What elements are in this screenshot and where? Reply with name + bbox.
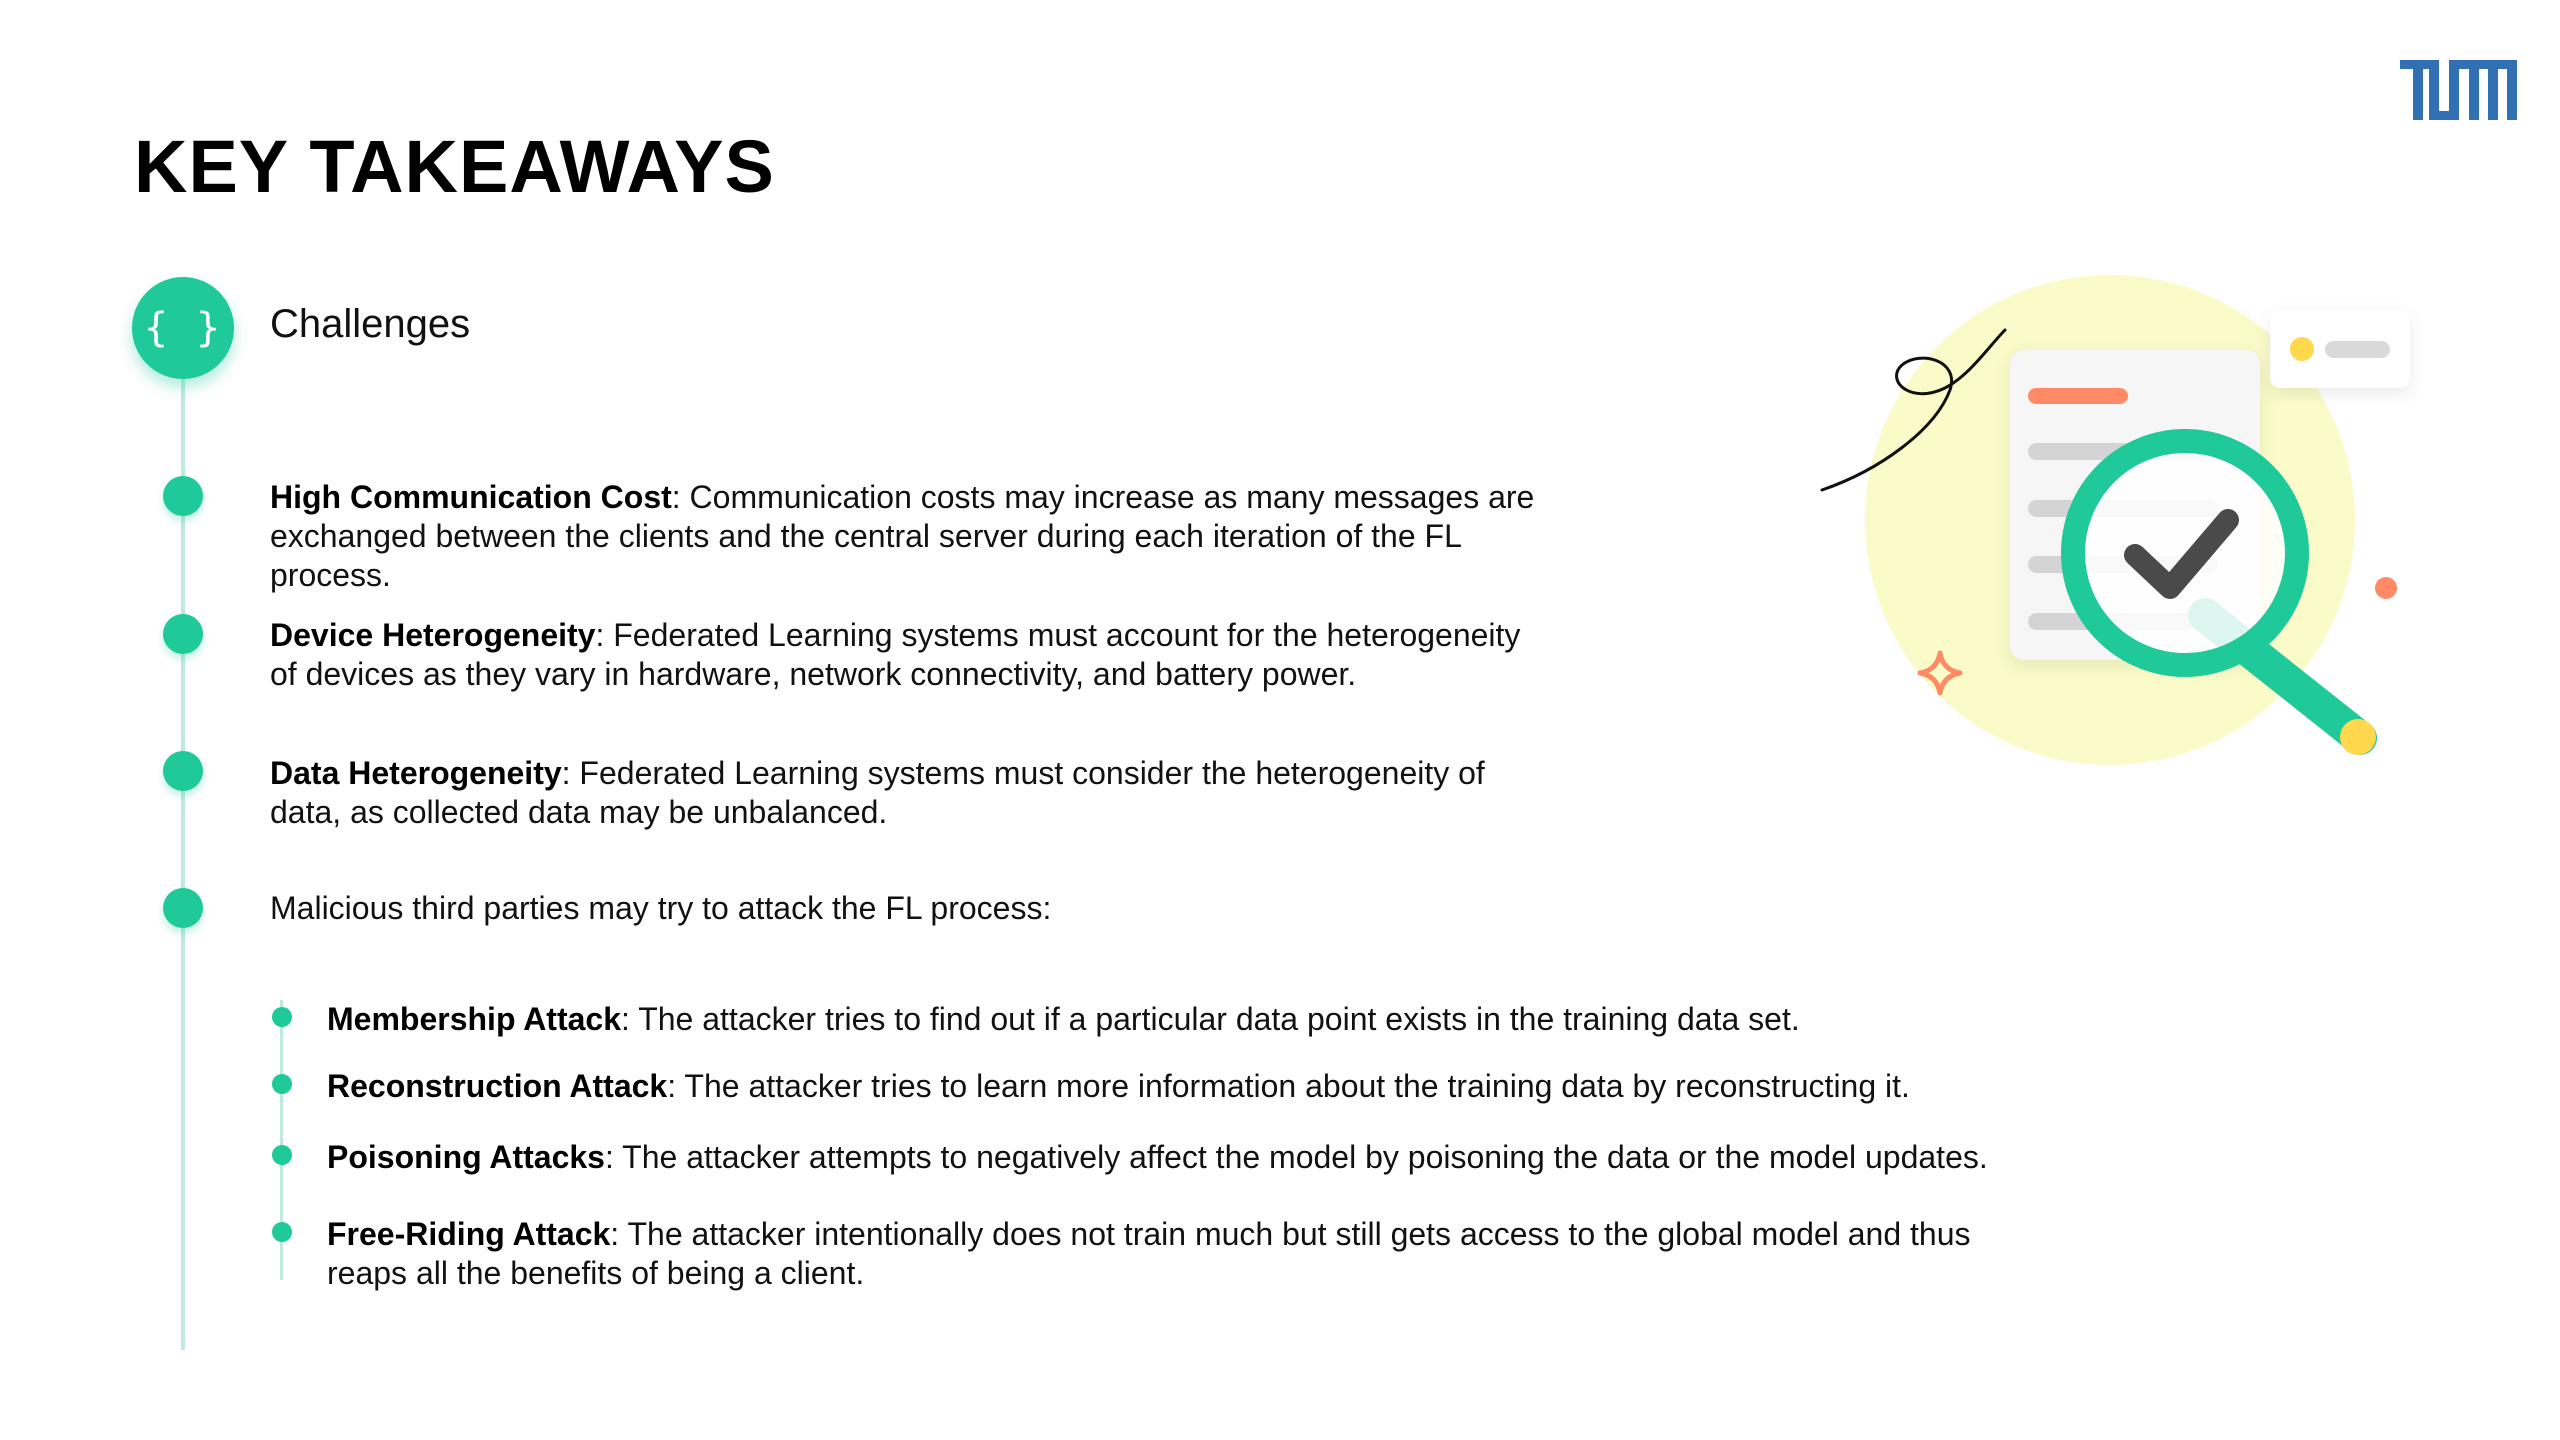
takeaway-item [270,889,1051,928]
notification-dot [2290,337,2314,361]
tum-logo [2400,60,2520,120]
item-text: : Communication costs may increase as many messages are [671,479,1535,515]
attack-term: Reconstruction Attack [327,1068,668,1104]
item-term: Data Heterogeneity [270,755,562,791]
attack-item [327,1067,1910,1106]
document-header-bar [2028,388,2128,404]
takeaway-item [270,478,1534,595]
timeline-dot [163,888,203,928]
item-text: : Federated Learning systems must account for the heterogeneity [595,617,1521,653]
takeaway-item [270,754,1485,832]
attack-term: Free-Riding Attack [327,1216,611,1252]
curly-braces-icon [132,277,234,379]
takeaway-item [270,616,1520,694]
timeline-dot [163,476,203,516]
magnifier-handle-tip [2340,719,2376,755]
attack-term: Membership Attack [327,1001,621,1037]
attack-term: Poisoning Attacks [327,1139,605,1175]
item-term: Device Heterogeneity [270,617,596,653]
attack-item [327,1215,1970,1293]
sub-bullet-dot [272,1222,292,1242]
section-icon-glyph: { } [143,305,223,351]
attack-text-line: reaps all the benefits of being a client. [327,1255,865,1291]
notification-bar [2325,341,2390,358]
item-text-line: exchanged between the clients and the central server during each iteration of the FL [270,518,1462,554]
attack-text: : The attacker tries to learn more information about the training data by reconstructing it. [667,1068,1910,1104]
attack-text: : The attacker attempts to negatively affect the model by poisoning the data or the model updates. [604,1139,1988,1175]
sub-bullet-dot [272,1145,292,1165]
attack-text: : The attacker intentionally does not train much but still gets access to the global model and thus [610,1216,1971,1252]
sub-bullet-dot [272,1007,292,1027]
item-text: : Federated Learning systems must consider the heterogeneity of [561,755,1485,791]
attack-item [327,1138,1988,1177]
sub-bullet-dot [272,1074,292,1094]
item-text-line: of devices as they vary in hardware, network connectivity, and battery power. [270,656,1357,692]
attack-item [327,1000,1800,1039]
decorative-dot [2375,577,2397,599]
attack-text: : The attacker tries to find out if a particular data point exists in the training data set. [621,1001,1800,1037]
timeline-dot [163,614,203,654]
item-text-line: data, as collected data may be unbalanced. [270,794,888,830]
timeline-dot [163,751,203,791]
item-text: Malicious third parties may try to attack the FL process: [270,890,1052,926]
item-term: High Communication Cost [270,479,672,515]
magnifier-check-illustration [1810,270,2430,790]
page-title: KEY TAKEAWAYS [134,125,775,208]
item-text-line: process. [270,557,391,593]
section-label: Challenges [270,302,471,346]
